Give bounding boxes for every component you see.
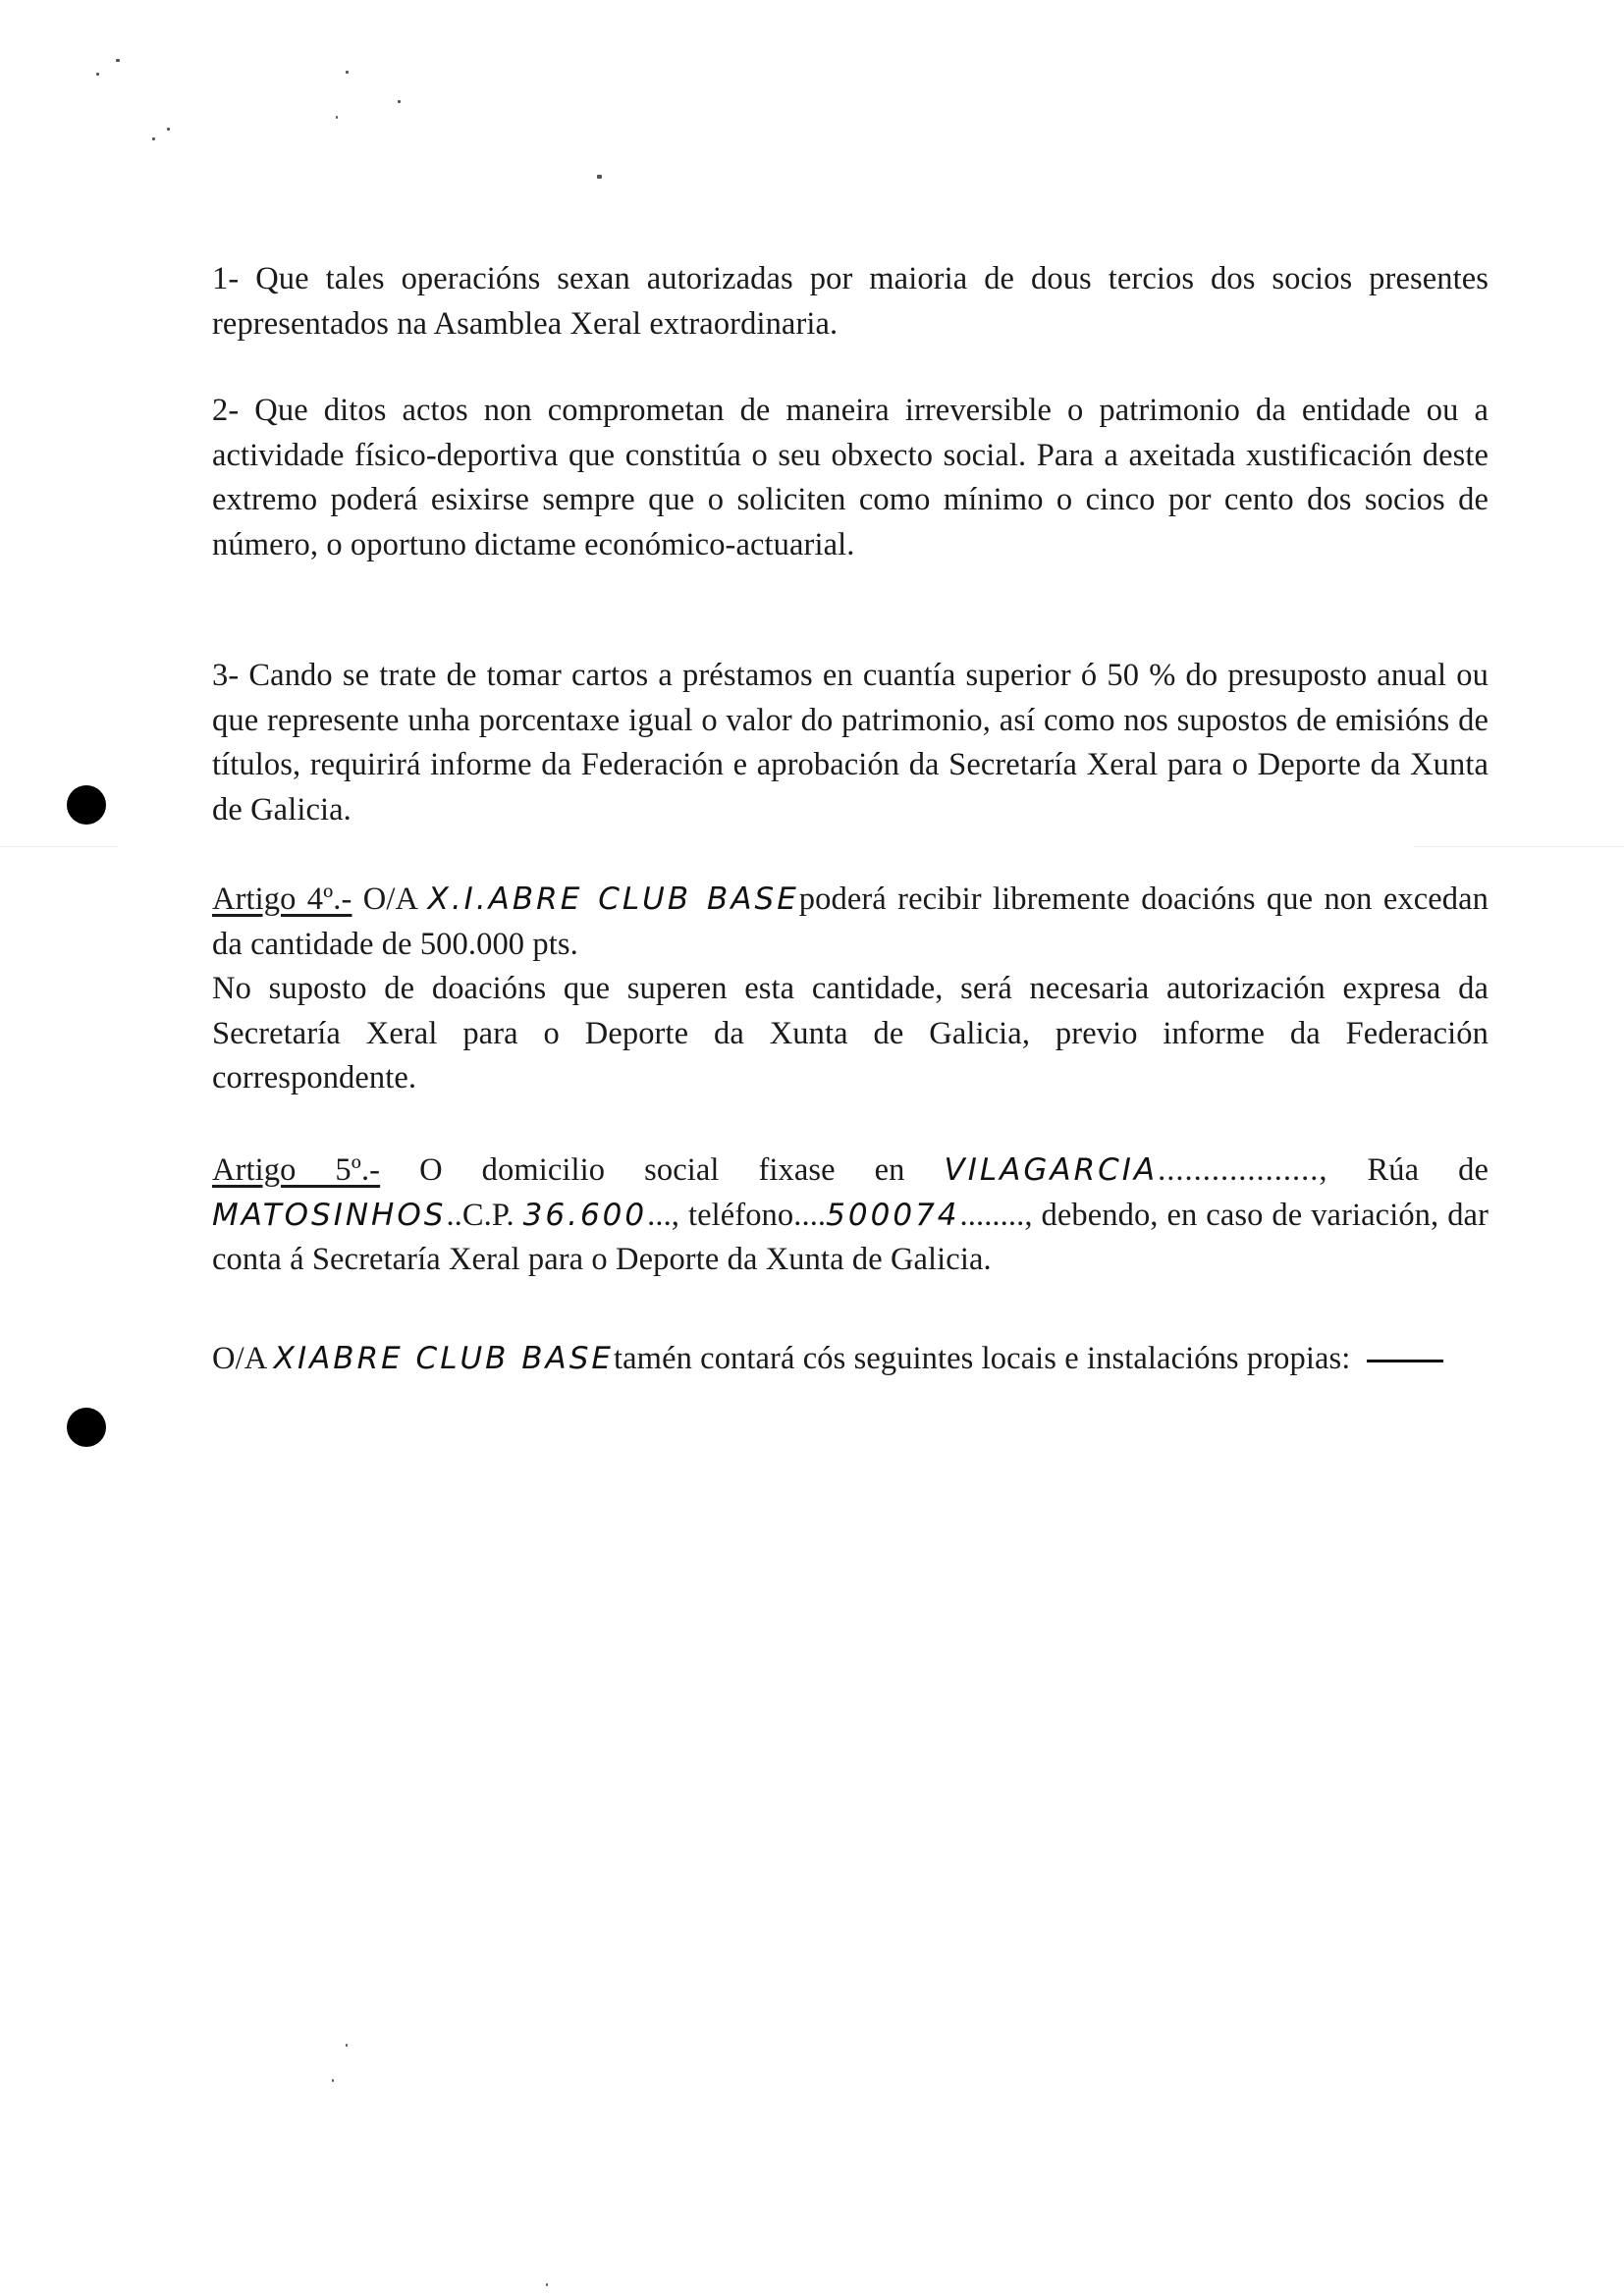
punch-hole xyxy=(67,1408,106,1447)
artigo-5-tel-label: ..., teléfono.... xyxy=(647,1197,827,1233)
city-handwritten: VILAGARCIA xyxy=(944,1152,1159,1188)
artigo-5-dots: .................., xyxy=(1158,1152,1328,1188)
artigo-5 xyxy=(212,1148,1489,1283)
phone-handwritten: 500074 xyxy=(826,1197,960,1233)
paragraph-2: 2- Que ditos actos non comprometan de maneira irreversible o patrimonio da entidade ou a actividade físico-deportiva que constitúa o seu obxecto social. Para a axeitada xustificación deste extremo poderá esixirse sempre que o soliciten como mínimo o cinco por cento dos socios de número, o oportuno dictame económico-actuarial. xyxy=(212,393,1489,562)
postal-code-handwritten: 36.600 xyxy=(522,1197,648,1233)
instalacions-paragraph xyxy=(212,1337,1489,1382)
scan-speck xyxy=(346,71,349,74)
paragraph-3: 3- Cando se trate de tomar cartos a préstamos en cuantía superior ó 50 % do presuposto anual ou que represente unha porcentaxe igual o valor do patrimonio, así como nos supostos de emisións de títulos, requirirá informe da Federación e aprobación da Secretaría Xeral para o Deporte da Xunta de Galicia. xyxy=(212,658,1489,828)
scan-speck xyxy=(116,59,120,62)
club-name-handwritten-2: XIABRE CLUB BASE xyxy=(273,1341,615,1376)
artigo-5-heading: Artigo 5º.- xyxy=(212,1152,381,1188)
street-handwritten: MATOSINHOS xyxy=(212,1197,447,1233)
club-name-handwritten: X.I.ABRE CLUB BASE xyxy=(427,881,799,917)
artigo-4 xyxy=(212,878,1489,1101)
scan-speck xyxy=(597,175,602,179)
scan-speck xyxy=(167,128,170,131)
instalacions-prefix: O/A xyxy=(212,1341,266,1376)
artigo-4-text-b: No suposto de doacións que superen esta cantidade, será necesaria autorización expresa da Secretaría Xeral para o Deporte da Xunta de Galicia, previo informe da Federación correspondente. xyxy=(212,971,1489,1095)
scan-speck xyxy=(336,116,338,119)
scan-speck xyxy=(546,2283,548,2286)
scan-speck xyxy=(96,73,99,76)
artigo-5-cp-label: ..C.P. xyxy=(446,1197,514,1233)
artigo-4-prefix: O/A xyxy=(362,881,417,917)
scan-line xyxy=(1414,846,1624,847)
artigo-4-heading: Artigo 4º.- xyxy=(212,881,352,917)
artigo-5-text-end: ........, debendo, en caso de variación, dar conta á Secretaría Xeral para o Deporte da Xunta de Galicia. xyxy=(212,1197,1489,1277)
handwritten-dash xyxy=(1367,1360,1443,1362)
paragraph-1: 1- Que tales operacións sexan autorizadas por maioria de dous tercios dos socios presentes representados na Asamblea Xeral extraordinaria. xyxy=(212,261,1489,342)
artigo-5-rua: Rúa de xyxy=(1367,1152,1489,1188)
instalacions-text: tamén contará cós seguintes locais e instalacións propias: xyxy=(614,1341,1351,1376)
punch-hole xyxy=(67,785,106,825)
scan-speck xyxy=(398,100,401,103)
scan-speck xyxy=(346,2044,348,2047)
scan-speck xyxy=(152,137,155,140)
scan-speck xyxy=(332,2079,334,2082)
scan-line xyxy=(0,846,118,847)
artigo-4-text-a: poderá recibir libremente doacións que non excedan da cantidade de 500.000 pts. xyxy=(212,881,1489,962)
artigo-5-text-a: O domicilio social fixase en xyxy=(419,1152,905,1188)
